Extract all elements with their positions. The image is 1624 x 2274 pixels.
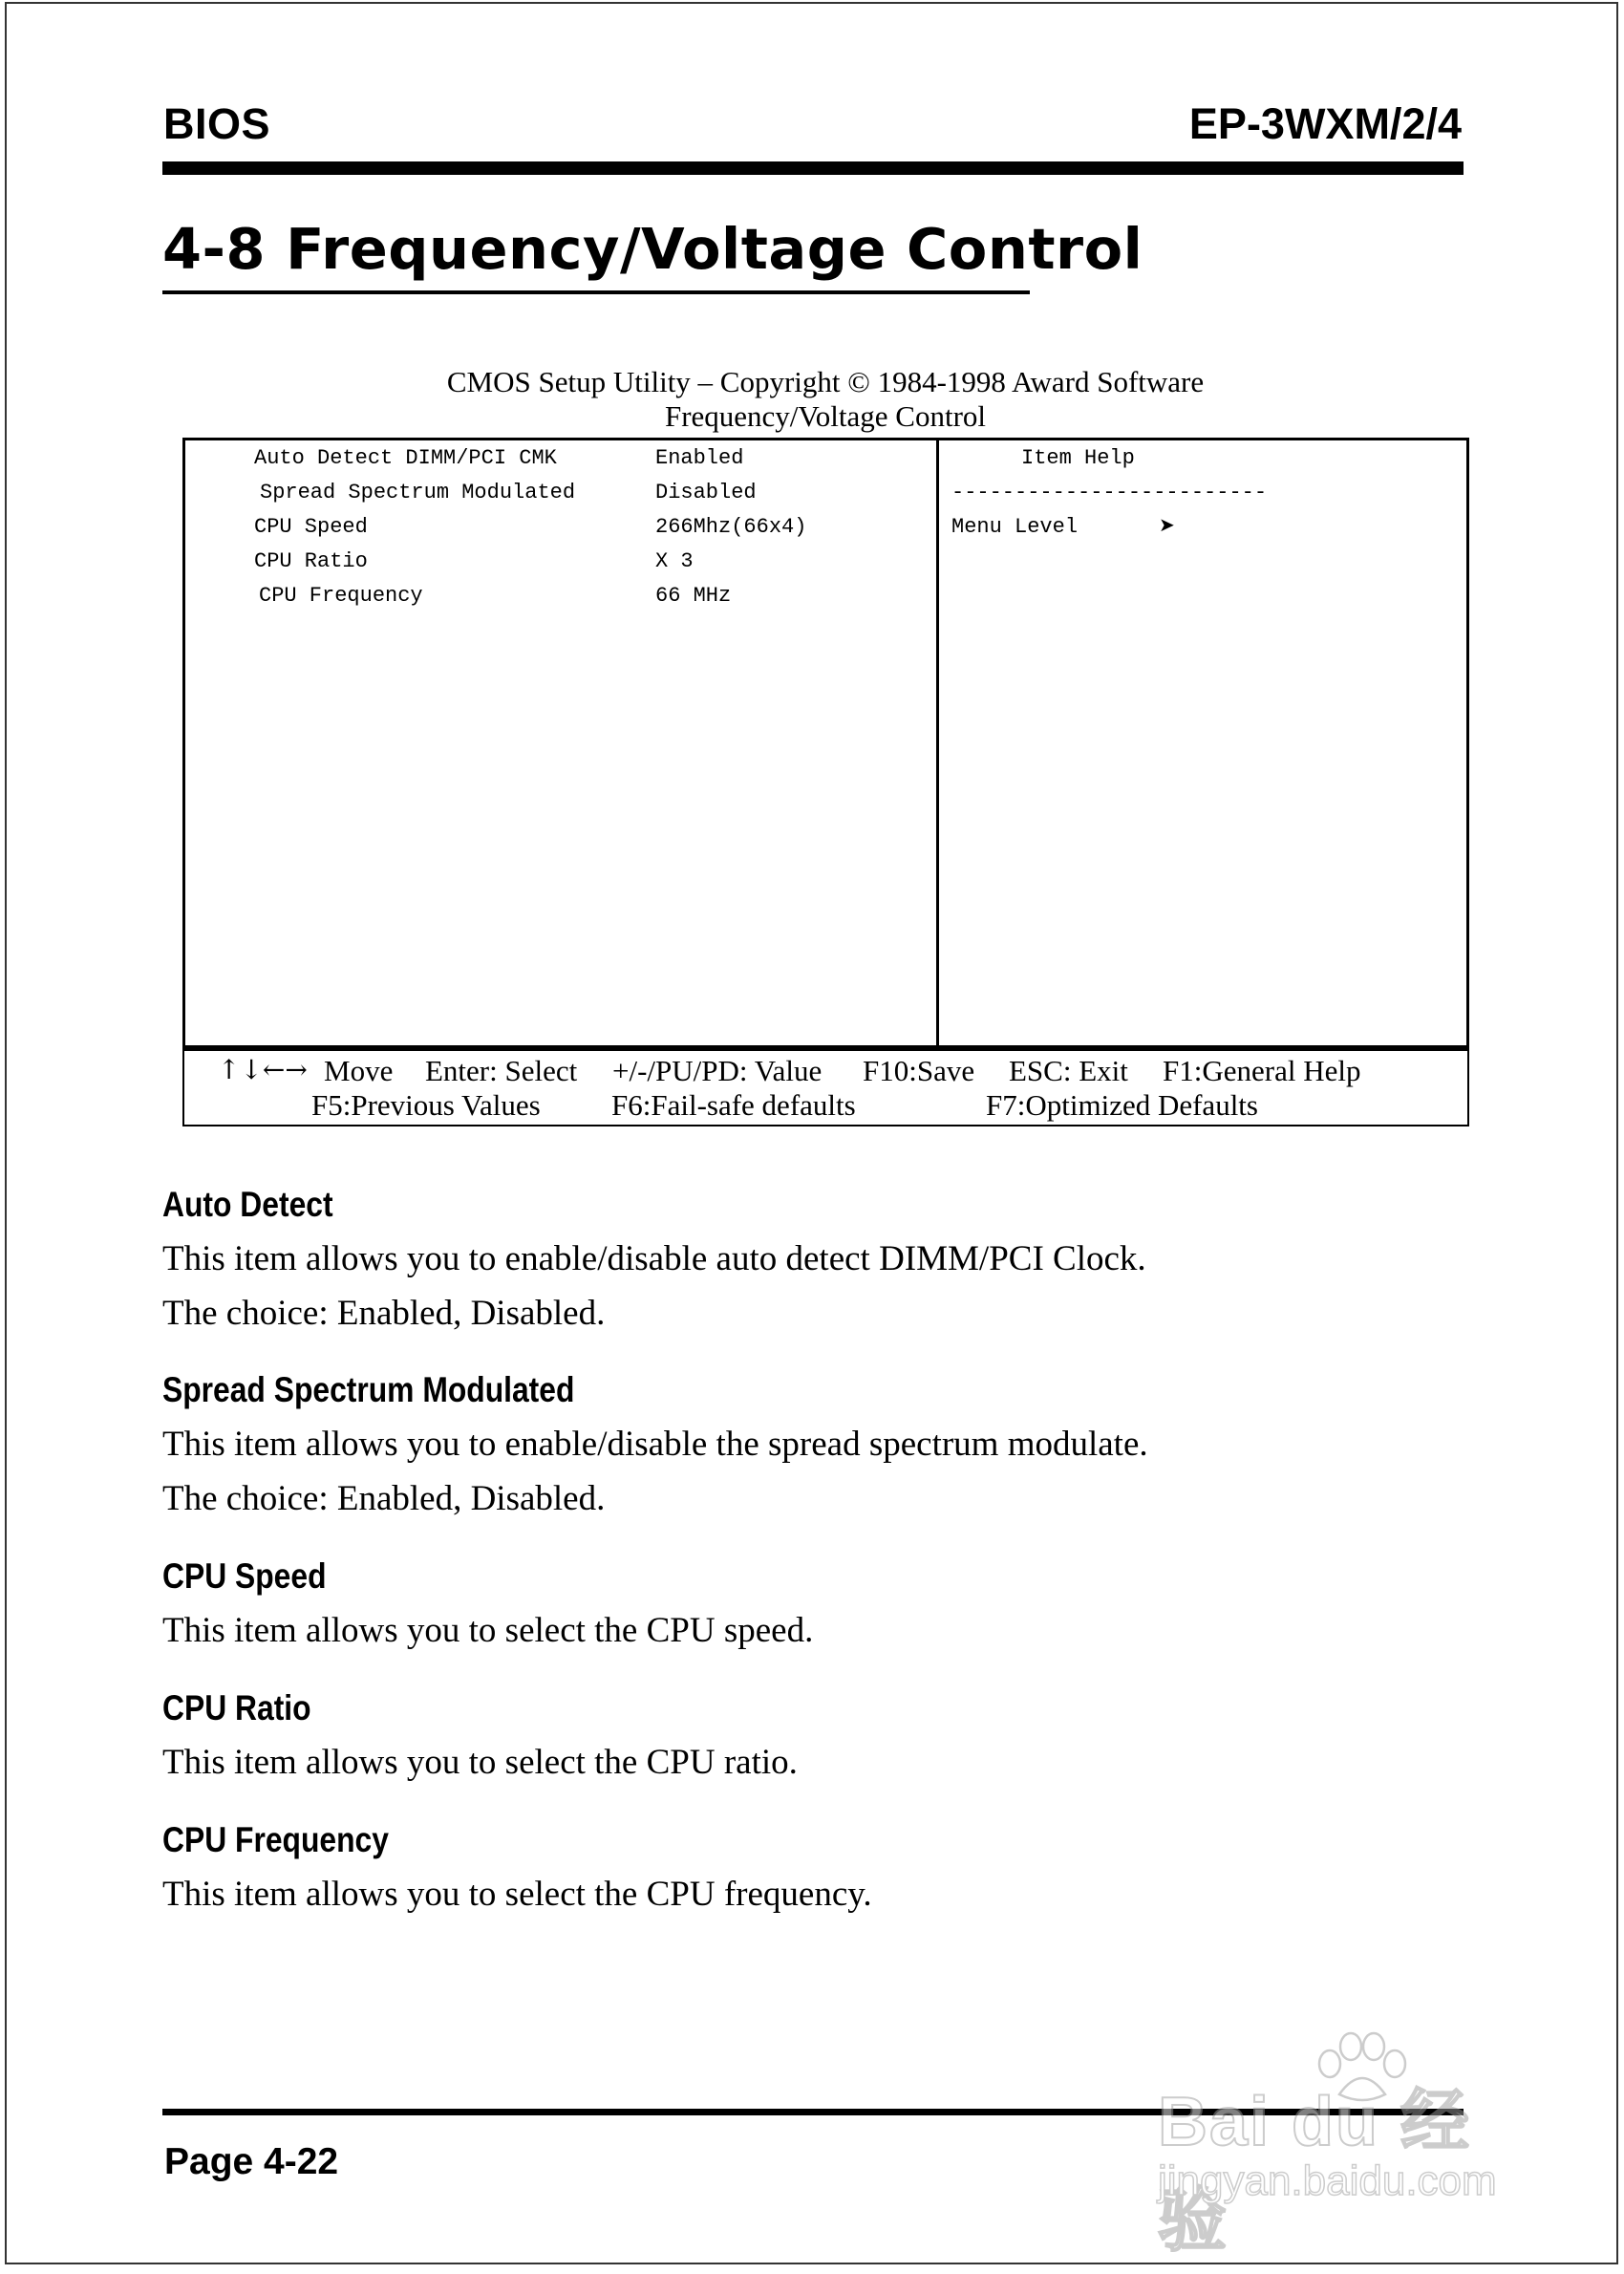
setting-label-cpu-ratio[interactable]: CPU Ratio (254, 549, 368, 573)
page-frame (5, 2, 1618, 2264)
cmos-caption-line2: Frequency/Voltage Control (664, 399, 987, 433)
setting-label-cpu-frequency[interactable]: CPU Frequency (259, 584, 423, 608)
header-rule (162, 161, 1464, 175)
setting-label-auto-detect[interactable]: Auto Detect DIMM/PCI CMK (254, 446, 557, 470)
key-help-optimized-defaults: F7:Optimized Defaults (986, 1088, 1258, 1122)
watermark-brand: Bai du 经验 (1158, 2084, 1472, 2260)
desc-heading-spread-spectrum: Spread Spectrum Modulated (162, 1370, 575, 1409)
item-help-divider: ------------------------- (951, 481, 1268, 504)
key-help-move: Move (324, 1054, 394, 1087)
desc-text-cpu-speed: This item allows you to select the CPU speed. (162, 1611, 814, 1650)
bios-settings-panel (182, 438, 1469, 1048)
watermark-url: jingyan.baidu.com (1158, 2157, 1497, 2204)
baidu-watermark (1158, 2027, 1530, 2260)
section-title: 4-8 Frequency/Voltage Control (162, 216, 1143, 282)
key-help-save: F10:Save (863, 1054, 975, 1087)
key-help-previous-values: F5:Previous Values (311, 1088, 541, 1122)
key-help-exit: ESC: Exit (1009, 1054, 1128, 1087)
key-help-general-help: F1:General Help (1163, 1054, 1361, 1087)
item-help-title: Item Help (1021, 446, 1135, 470)
setting-value-auto-detect[interactable]: Enabled (655, 446, 744, 470)
desc-heading-cpu-frequency: CPU Frequency (162, 1820, 389, 1859)
page-number: Page 4-22 (164, 2141, 339, 2182)
desc-heading-cpu-speed: CPU Speed (162, 1556, 327, 1596)
desc-text-auto-detect-1: This item allows you to enable/disable auto detect DIMM/PCI Clock. (162, 1239, 1146, 1278)
bios-panel-divider (936, 438, 939, 1048)
setting-value-cpu-frequency[interactable]: 66 MHz (655, 584, 732, 608)
desc-text-spread-spectrum-2: The choice: Enabled, Disabled. (162, 1479, 606, 1518)
header-right: EP-3WXM/2/4 (1188, 99, 1462, 148)
key-help-select: Enter: Select (425, 1054, 578, 1087)
setting-value-spread-spectrum[interactable]: Disabled (655, 481, 757, 504)
cmos-caption (182, 365, 1469, 434)
navigation-arrows-icon: ↑↓←→ (218, 1054, 308, 1085)
setting-value-cpu-speed[interactable]: 266Mhz(66x4) (655, 515, 807, 539)
menu-level-label: Menu Level (951, 515, 1079, 539)
key-help-failsafe-defaults: F6:Fail-safe defaults (611, 1088, 856, 1122)
desc-text-auto-detect-2: The choice: Enabled, Disabled. (162, 1294, 606, 1333)
header-left: BIOS (163, 99, 271, 148)
desc-text-cpu-frequency: This item allows you to select the CPU frequency. (162, 1875, 872, 1914)
desc-text-spread-spectrum-1: This item allows you to enable/disable the spread spectrum modulate. (162, 1425, 1148, 1464)
setting-label-spread-spectrum[interactable]: Spread Spectrum Modulated (260, 481, 576, 504)
desc-heading-auto-detect: Auto Detect (162, 1185, 333, 1224)
setting-value-cpu-ratio[interactable]: X 3 (655, 549, 694, 573)
desc-text-cpu-ratio: This item allows you to select the CPU ratio. (162, 1743, 798, 1782)
section-title-underline (162, 290, 1030, 294)
desc-heading-cpu-ratio: CPU Ratio (162, 1688, 311, 1727)
setting-label-cpu-speed[interactable]: CPU Speed (254, 515, 368, 539)
menu-level-arrow-icon: ➤ (1159, 513, 1175, 536)
cmos-caption-line1: CMOS Setup Utility – Copyright © 1984-1998 Award Software (446, 365, 1205, 398)
key-help-value: +/-/PU/PD: Value (612, 1054, 823, 1087)
